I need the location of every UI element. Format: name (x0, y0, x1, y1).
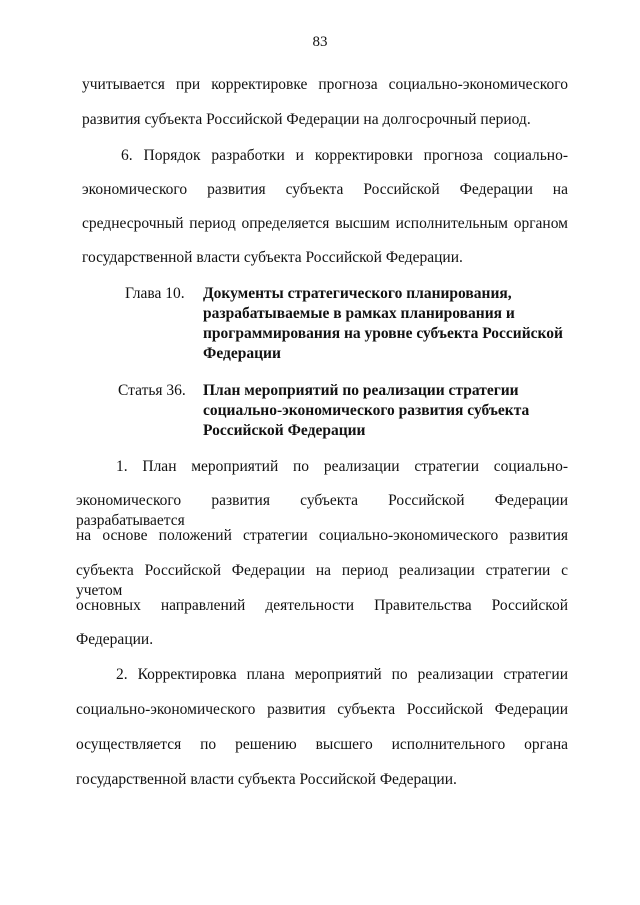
paragraph-line: основных направлений деятельности Правительства Российской (76, 597, 568, 614)
chapter-label: Глава 10. (125, 285, 185, 302)
page-number: 83 (312, 34, 328, 50)
article-label: Статья 36. (118, 382, 186, 399)
paragraph-line: экономического развития субъекта Российской Федерации разрабатывается (76, 492, 568, 529)
paragraph-line: осуществляется по решению высшего исполнительного органа (76, 736, 568, 753)
chapter-title-line: разрабатываемые в рамках планирования и (203, 305, 515, 322)
article-title-line: Российской Федерации (203, 422, 366, 439)
paragraph-line: социально-экономического развития субъекта Российской Федерации (76, 701, 568, 718)
paragraph-line: среднесрочный период определяется высшим исполнительным органом (82, 215, 568, 232)
chapter-title-line: программирования на уровне субъекта Российской (203, 325, 563, 342)
paragraph-line: государственной власти субъекта Российской Федерации. (76, 771, 457, 788)
paragraph-line: Федерации. (76, 631, 154, 648)
paragraph-line: экономического развития субъекта Российской Федерации на (82, 181, 568, 198)
paragraph-line: 2. Корректировка плана мероприятий по реализации стратегии (116, 666, 568, 683)
paragraph-line: 1. План мероприятий по реализации стратегии социально- (116, 458, 568, 475)
paragraph-line: развития субъекта Российской Федерации на долгосрочный период. (82, 111, 531, 128)
paragraph-line: государственной власти субъекта Российской Федерации. (82, 249, 463, 266)
paragraph-line: на основе положений стратегии социально-экономического развития (76, 527, 568, 544)
article-title-line: социально-экономического развития субъекта (203, 402, 530, 419)
chapter-title-line: Документы стратегического планирования, (203, 285, 512, 302)
paragraph-line: учитывается при корректировке прогноза социально-экономического (82, 76, 568, 93)
chapter-title-line: Федерации (203, 345, 281, 362)
article-title-line: План мероприятий по реализации стратегии (203, 382, 519, 399)
paragraph-line: субъекта Российской Федерации на период реализации стратегии с учетом (76, 562, 568, 599)
paragraph-line: 6. Порядок разработки и корректировки прогноза социально- (121, 147, 568, 164)
